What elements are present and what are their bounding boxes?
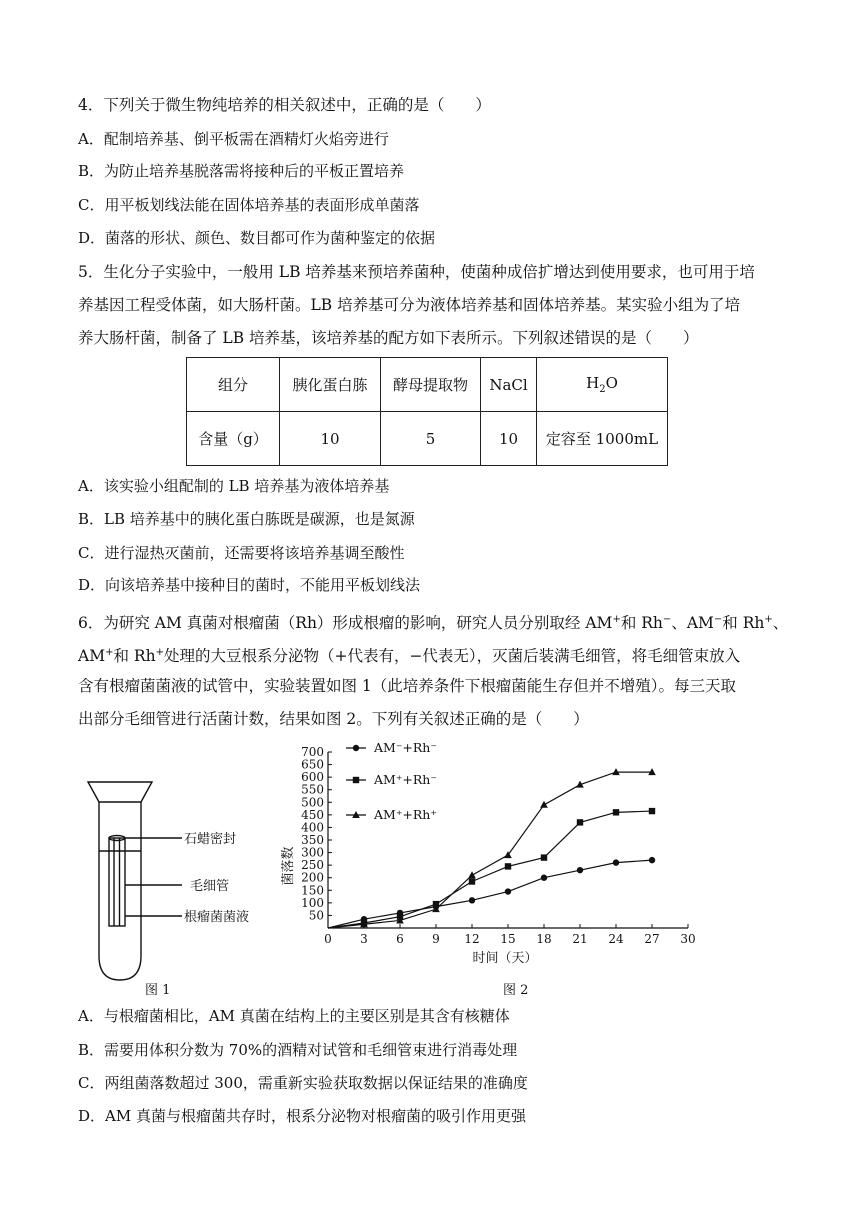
- x-axis-label: 时间（天）: [472, 951, 538, 966]
- y-tick-label: 150: [301, 883, 324, 898]
- data-point-triangle: [468, 871, 476, 878]
- q6-option-c: C．两组菌落数超过 300，需重新实验获取数据以保证结果的准确度: [78, 1074, 528, 1092]
- q6-stem-line-3: 含有根瘤菌菌液的试管中，实验装置如图 1（此培养条件下根瘤菌能生存但并不增殖）。每三天取: [78, 677, 737, 695]
- data-point-circle: [649, 857, 655, 863]
- x-tick-label: 0: [324, 932, 332, 946]
- data-point-circle: [469, 897, 475, 903]
- table-header-cell: 胰化蛋白胨: [280, 358, 381, 412]
- x-tick-label: 27: [644, 932, 660, 946]
- q4-stem: 4．下列关于微生物纯培养的相关叙述中，正确的是（ ）: [78, 96, 491, 114]
- q6-option-d: D．AM 真菌与根瘤菌共存时，根系分泌物对根瘤菌的吸引作用更强: [78, 1107, 526, 1125]
- q4-option-c: C．用平板划线法能在固体培养基的表面形成单菌落: [78, 196, 420, 214]
- data-point-square: [505, 863, 511, 869]
- q5-option-c: C．进行湿热灭菌前，还需要将该培养基调至酸性: [78, 544, 405, 562]
- y-tick-label: 500: [301, 795, 324, 810]
- data-point-circle: [613, 859, 619, 865]
- y-tick-label: 250: [301, 858, 324, 873]
- y-tick-label: 350: [301, 833, 324, 847]
- y-tick-label: 650: [301, 757, 324, 772]
- q5-stem-line-2: 养基因工程受体菌，如大肠杆菌。LB 培养基可分为液体培养基和固体培养基。某实验小组为了培: [78, 296, 741, 314]
- table-cell: 10: [280, 412, 381, 466]
- x-tick-label: 6: [396, 932, 404, 946]
- x-tick-label: 15: [500, 932, 516, 946]
- q4-option-d: D．菌落的形状、颜色、数目都可作为菌种鉴定的依据: [78, 229, 436, 247]
- x-tick-label: 30: [680, 932, 696, 946]
- q6-option-a: A．与根瘤菌相比，AM 真菌在结构上的主要区别是其含有核糖体: [78, 1007, 510, 1025]
- x-tick-label: 12: [464, 932, 480, 946]
- lb-recipe-table: [186, 357, 668, 466]
- data-point-circle: [541, 875, 547, 881]
- funnel-top: [88, 782, 152, 802]
- x-tick-label: 9: [432, 932, 440, 946]
- table-cell: 定容至 1000mL: [537, 412, 668, 466]
- table-cell: 5: [381, 412, 481, 466]
- label-bacteria-liquid: 根瘤菌菌液: [184, 910, 250, 925]
- y-tick-label: 550: [301, 782, 324, 797]
- q6-option-b: B．需要用体积分数为 70%的酒精对试管和毛细管束进行消毒处理: [78, 1041, 518, 1059]
- data-point-square: [541, 854, 547, 860]
- data-point-circle: [505, 888, 511, 894]
- series-line-1: [328, 860, 652, 928]
- table-header-row: [187, 358, 668, 412]
- label-wax-seal: 石蜡密封: [184, 832, 237, 847]
- y-tick-label: 700: [301, 745, 324, 759]
- table-cell: 10: [481, 412, 537, 466]
- table-cell: 含量（g）: [187, 412, 280, 466]
- q6-stem-line-4: 出部分毛细管进行活菌计数，结果如图 2。下列有关叙述正确的是（ ）: [78, 710, 589, 728]
- y-axis-label: 菌落数: [281, 846, 296, 886]
- y-tick-label: 450: [301, 807, 324, 822]
- data-point-square: [649, 808, 655, 814]
- figure-2-chart: [280, 738, 710, 973]
- q6-stem-line-1: 6．为研究 AM 真菌对根瘤菌（Rh）形成根瘤的影响，研究人员分别取经 AM+和 Rh−、AM−和 Rh+、: [78, 614, 789, 633]
- legend-label: AM⁻+Rh⁻: [374, 740, 437, 755]
- q5-stem-line-3: 养大肠杆菌，制备了 LB 培养基，该培养基的配方如下表所示。下列叙述错误的是（ ）: [78, 329, 699, 347]
- y-tick-label: 100: [301, 895, 324, 910]
- q6-stem-line-2: AM+和 Rh+处理的大豆根系分泌物（+代表有，−代表无），灭菌后装满毛细管，将毛细管束放入: [78, 647, 741, 666]
- data-point-square: [469, 878, 475, 884]
- legend-marker-circle: [353, 745, 359, 751]
- figure-1-apparatus: [80, 778, 280, 988]
- legend-marker-square: [353, 777, 359, 783]
- y-tick-label: 400: [301, 820, 324, 835]
- y-tick-label: 300: [301, 845, 324, 860]
- series-line-2: [328, 811, 652, 928]
- table-header-cell: 组分: [187, 358, 280, 412]
- q5-option-d: D．向该培养基中接种目的菌时，不能用平板划线法: [78, 576, 421, 594]
- q5-stem-line-1: 5．生化分子实验中，一般用 LB 培养基来预培养菌种，使菌种成倍扩增达到使用要求，也可用于培: [78, 263, 755, 281]
- x-tick-label: 24: [608, 932, 624, 946]
- x-tick-label: 18: [536, 932, 552, 946]
- data-point-square: [613, 809, 619, 815]
- y-tick-label: 50: [308, 908, 324, 923]
- series-line-3: [328, 772, 652, 928]
- chart-series: [328, 768, 656, 928]
- q5-option-b: B．LB 培养基中的胰化蛋白胨既是碳源，也是氮源: [78, 510, 415, 528]
- x-tick-label: 21: [572, 932, 588, 946]
- table-row: [187, 412, 668, 466]
- table-header-cell: NaCl: [481, 358, 537, 412]
- chart-legend: [346, 740, 437, 822]
- data-point-triangle: [540, 801, 548, 808]
- legend-label: AM⁺+Rh⁺: [374, 807, 437, 822]
- data-point-square: [577, 819, 583, 825]
- figure-1-caption: 图 1: [145, 983, 171, 998]
- table-header-cell: 酵母提取物: [381, 358, 481, 412]
- figure-2-caption: 图 2: [503, 983, 529, 998]
- q5-option-a: A．该实验小组配制的 LB 培养基为液体培养基: [78, 477, 390, 495]
- legend-label: AM⁺+Rh⁻: [374, 772, 437, 787]
- chart-axes: [301, 745, 696, 946]
- y-tick-label: 200: [301, 870, 324, 885]
- label-capillary: 毛细管: [190, 879, 230, 894]
- y-tick-label: 600: [301, 770, 324, 785]
- x-tick-label: 3: [360, 932, 368, 946]
- q4-option-a: A．配制培养基、倒平板需在酒精灯火焰旁进行: [78, 130, 389, 148]
- q4-option-b: B．为防止培养基脱落需将接种后的平板正置培养: [78, 162, 405, 180]
- table-header-cell-h2o: $H_2O$: [537, 358, 668, 412]
- data-point-circle: [577, 867, 583, 873]
